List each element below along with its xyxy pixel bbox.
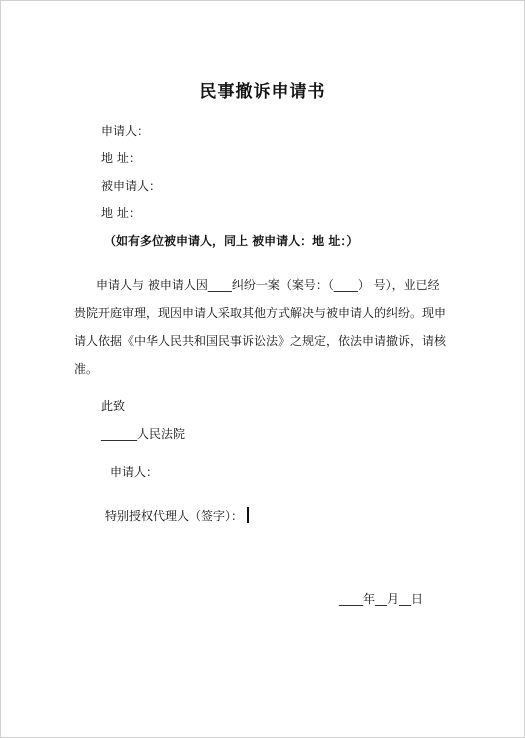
document-title: 民事撤诉申请书 <box>199 82 326 102</box>
date-line: ____年__月__日 <box>339 592 424 606</box>
signature-agent-label: 特别授权代理人（签字）： <box>105 509 244 523</box>
respondent-label: 被申请人： <box>101 179 162 193</box>
salutation: 此致 <box>101 399 126 413</box>
applicant-address-label: 地 址： <box>101 151 141 165</box>
body-paragraph: 申请人与 被申请人因____纠纷一案（案号：（____） 号），业已经贵院开庭审理，现因申请人采取其他方式解决与被申请人的纠纷。现申请人依据《中华人民共和国民事诉讼法》之规定，依法申请撤诉，请核准。 <box>74 278 447 376</box>
respondent-address-label: 地 址： <box>101 206 141 220</box>
text-cursor <box>247 507 249 523</box>
signature-agent-row[interactable] <box>105 507 249 524</box>
multi-respondent-note: （如有多位被申请人，同上 被申请人：地 址：） <box>104 234 359 248</box>
applicant-label: 申请人： <box>101 124 150 138</box>
signature-applicant: 申请人： <box>110 465 159 479</box>
court-line: ______人民法院 <box>101 427 186 441</box>
